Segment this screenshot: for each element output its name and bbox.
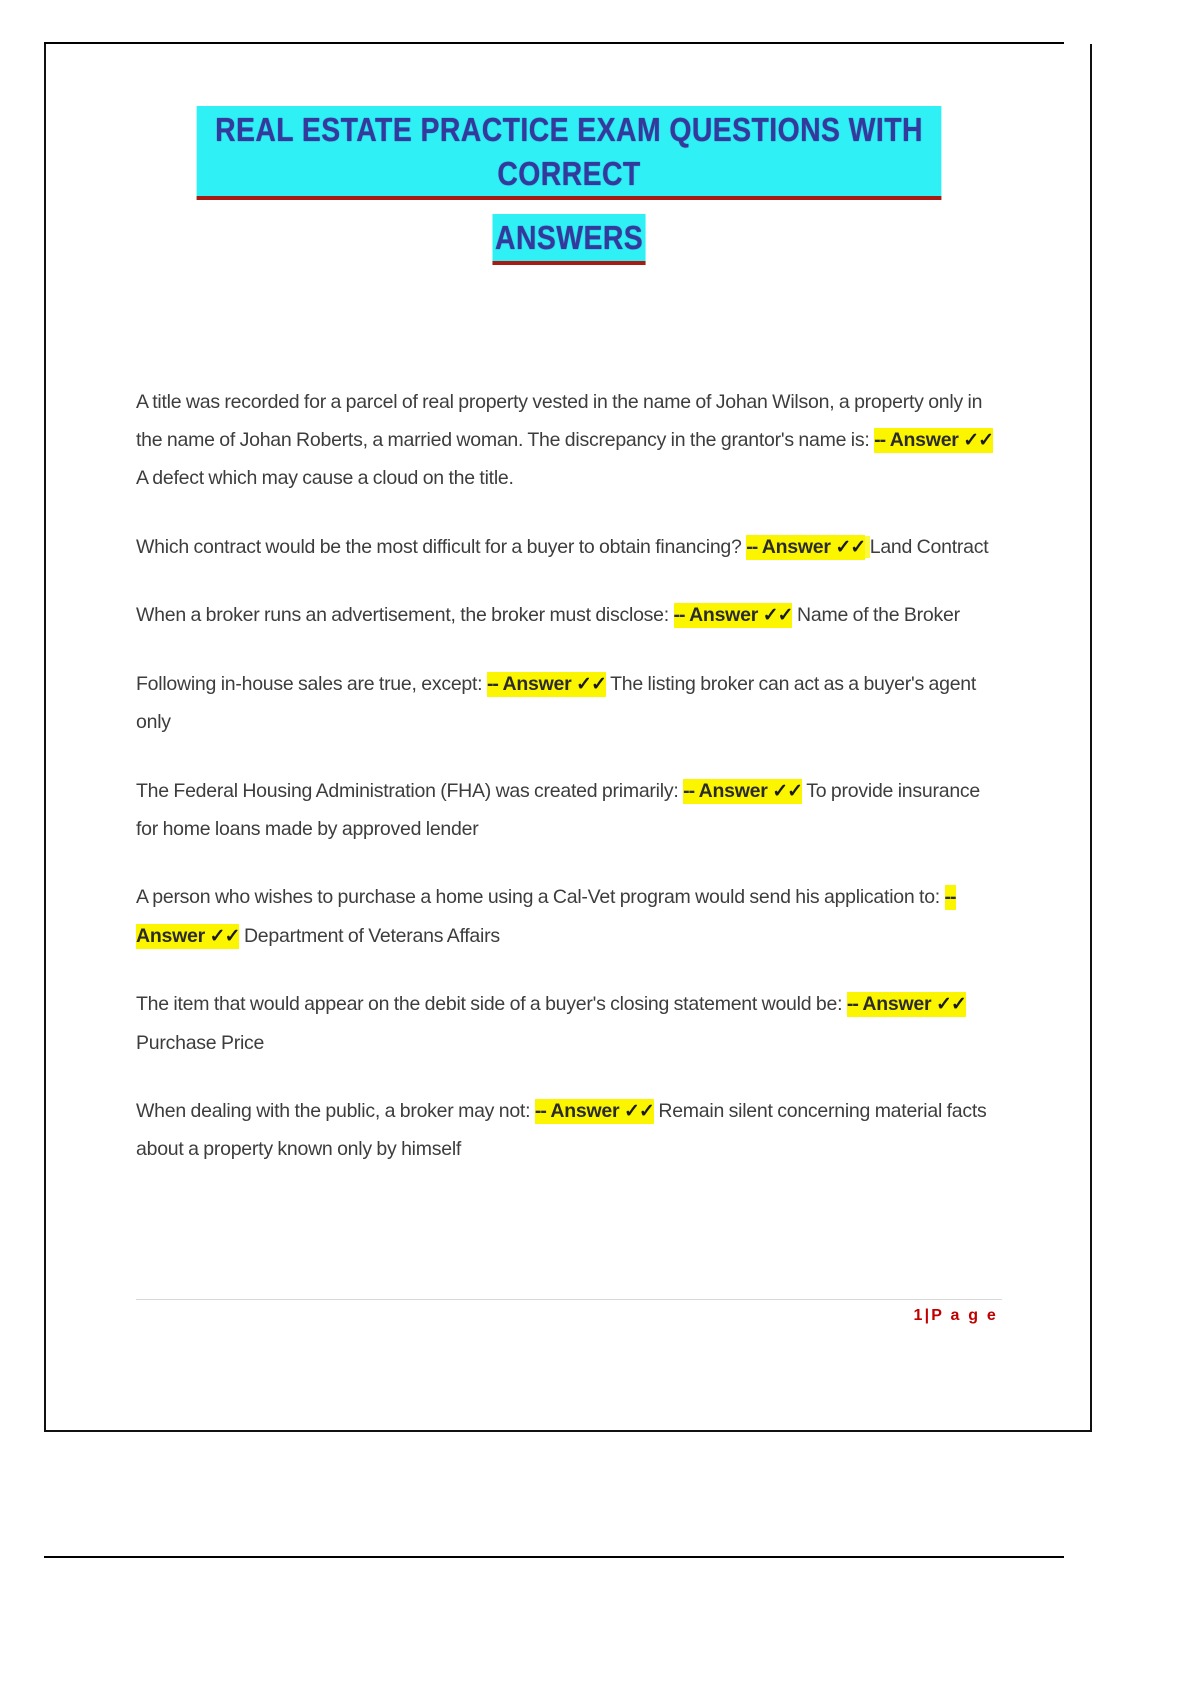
document-title-line-1: REAL ESTATE PRACTICE EXAM QUESTIONS WITH CORRECT — [197, 106, 942, 200]
question-text: The Federal Housing Administration (FHA) was created primarily: — [136, 779, 679, 802]
next-page-edge — [44, 1556, 1064, 1558]
answer-marker — [674, 603, 793, 628]
answer-text: The listing broker can act as a buyer's agent only — [136, 672, 977, 734]
answer-marker — [535, 1099, 654, 1124]
answer-marker — [487, 672, 606, 697]
highlight-wrap-sliver — [865, 536, 870, 558]
qa-item — [136, 772, 1002, 849]
check-marks-icon: ✓✓ — [209, 925, 240, 947]
qa-item — [136, 665, 1002, 742]
answer-word: Answer — [889, 429, 959, 452]
document-title — [136, 106, 1002, 265]
qa-item — [136, 878, 1002, 955]
check-marks-icon: ✓✓ — [963, 430, 994, 452]
answer-text: A defect which may cause a cloud on the title. — [136, 467, 514, 490]
check-marks-icon: ✓✓ — [935, 994, 966, 1016]
question-text: A title was recorded for a parcel of real property vested in the name of Johan Wilson, a property only in the name of Johan Roberts, a married woman. The discrepancy in the grantor's name is: — [136, 390, 983, 452]
answer-dash: -- — [944, 886, 956, 909]
document-title-line-2: ANSWERS — [492, 214, 645, 265]
qa-item — [136, 528, 1002, 566]
check-marks-icon: ✓✓ — [576, 673, 606, 695]
answer-text: Remain silent concerning material facts about a property known only by himself — [136, 1100, 987, 1161]
question-text: The item that would appear on the debit side of a buyer's closing statement would be: — [136, 993, 843, 1016]
answer-dash: -- — [673, 604, 685, 627]
question-text: When a broker runs an advertisement, the broker must disclose: — [136, 604, 669, 627]
answer-word: Answer — [698, 779, 768, 802]
question-text: Which contract would be the most difficult for a buyer to obtain financing? — [136, 535, 742, 558]
question-text: A person who wishes to purchase a home using a Cal-Vet program would send his application to: — [136, 886, 940, 909]
question-text: Following in-house sales are true, except: — [136, 672, 483, 695]
answer-word: Answer — [502, 672, 572, 695]
document-page — [44, 44, 1092, 1432]
qa-list — [136, 383, 1002, 1169]
answer-marker — [874, 428, 993, 453]
qa-item — [136, 596, 1002, 634]
page-content — [136, 106, 1002, 1169]
answer-dash: -- — [534, 1100, 546, 1123]
document-title-line-2-wrap — [136, 214, 1002, 265]
page-number-label: 1|P a g e — [913, 1307, 998, 1324]
answer-marker — [746, 535, 865, 560]
answer-word: Answer — [761, 535, 831, 558]
qa-item — [136, 383, 1002, 498]
answer-marker — [683, 779, 802, 804]
answer-word: Answer — [689, 604, 759, 627]
answer-text: To provide insurance for home loans made by approved lender — [136, 779, 981, 840]
footer-divider — [136, 1299, 1002, 1300]
question-text: When dealing with the public, a broker may not: — [136, 1100, 531, 1123]
check-marks-icon: ✓✓ — [762, 605, 793, 627]
answer-dash: -- — [846, 993, 858, 1016]
answer-dash: -- — [683, 779, 695, 802]
answer-dash: -- — [874, 429, 886, 452]
answer-text: Purchase Price — [136, 1031, 265, 1054]
check-marks-icon: ✓✓ — [772, 780, 803, 802]
qa-item — [136, 1092, 1002, 1169]
check-marks-icon: ✓✓ — [835, 536, 866, 558]
answer-dash: -- — [486, 672, 498, 695]
answer-word: Answer — [136, 924, 205, 947]
answer-word: Answer — [550, 1100, 620, 1123]
check-marks-icon: ✓✓ — [623, 1101, 654, 1123]
answer-text: Department of Veterans Affairs — [243, 924, 500, 947]
answer-text: Name of the Broker — [797, 604, 960, 627]
qa-item — [136, 985, 1002, 1062]
answer-text: Land Contract — [869, 535, 989, 558]
answer-word: Answer — [862, 993, 932, 1016]
answer-marker — [847, 992, 966, 1017]
answer-dash: -- — [746, 535, 758, 558]
